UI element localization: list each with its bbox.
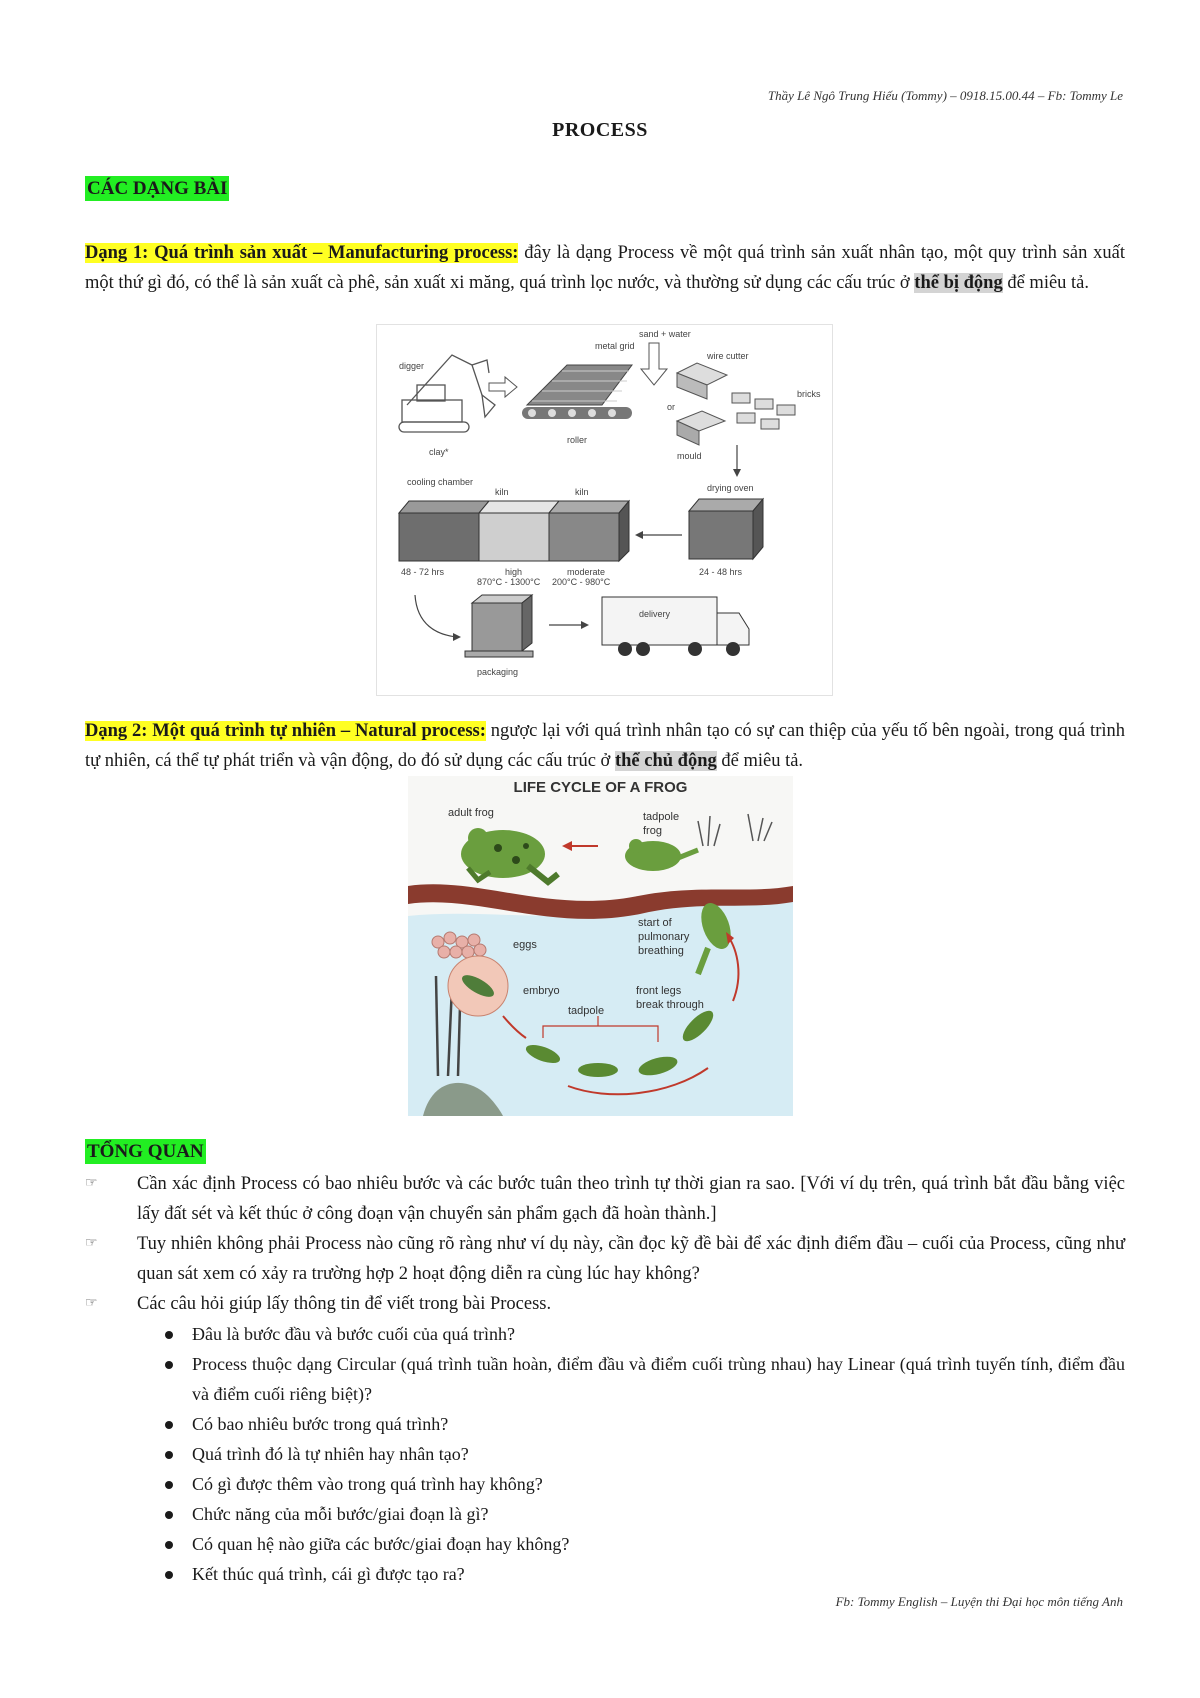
arrowhead-icon [635, 531, 643, 539]
frog-life-cycle-diagram [408, 776, 793, 1116]
frog-figure-title: LIFE CYCLE OF A FROG [513, 779, 688, 796]
bullet-dot-icon [165, 1541, 173, 1549]
bullet-dot-icon [165, 1511, 173, 1519]
label-moderate-temp: 200°C - 980°C [552, 577, 611, 587]
label-kiln-1: kiln [495, 487, 509, 497]
label-high: high [505, 567, 523, 577]
type2-text-a: ngược lại với quá trình nhân tạo có sự can thiệp của yếu tố bên ngoài, trong quá trình tự nhiên, cá thể tự phát triển và vận động, do đó sử dụng các cấu trúc ở [85, 721, 1125, 771]
label-high-temp: 870°C - 1300°C [477, 577, 541, 587]
question-text: Có quan hệ nào giữa các bước/giai đoạn hay không? [192, 1534, 570, 1554]
pointing-hand-icon: ☞ [85, 1176, 98, 1191]
question-item [165, 1349, 1125, 1409]
question-text: Đâu là bước đầu và bước cuối của quá trình? [192, 1324, 515, 1344]
question-item [165, 1499, 1125, 1529]
type2-label: Dạng 2: Một quá trình tự nhiên – Natural process: [85, 721, 486, 741]
pointing-hand-icon: ☞ [85, 1296, 98, 1311]
question-text: Chức năng của mỗi bước/giai đoạn là gì? [192, 1504, 489, 1524]
label-eggs: eggs [513, 939, 537, 951]
delivery-truck-illustration [602, 597, 749, 656]
label-digger: digger [399, 361, 425, 371]
overview-bullet-3-text: Các câu hỏi giúp lấy thông tin để viết trong bài Process. [137, 1294, 552, 1314]
bullet-dot-icon [165, 1421, 173, 1429]
label-moderate: moderate [567, 567, 606, 577]
type1-text-a: đây là dạng Process về một quá trình sản xuất nhân tạo, một quy trình sản xuất một thứ gì đó, có thể là sản xuất cà phê, sản xuất xi măng, quá trình lọc nước, và thường sử dụng các cấu trúc ở [85, 243, 1125, 293]
label-sand-water: sand + water [639, 329, 691, 339]
label-bricks: bricks [797, 389, 821, 399]
label-delivery: delivery [639, 609, 671, 619]
section-heading-overview-label: TỔNG QUAN [87, 1141, 204, 1162]
label-adult-frog: adult frog [448, 807, 494, 819]
question-item [165, 1529, 1125, 1559]
label-roller: roller [567, 435, 588, 445]
arrow-icon [489, 377, 517, 397]
question-text: Có bao nhiêu bước trong quá trình? [192, 1414, 449, 1434]
packaging-illustration [465, 595, 533, 657]
label-tadpole-frog-line2: frog [643, 825, 662, 837]
label-pulmonary-line2: pulmonary [638, 931, 690, 943]
frog-life-cycle-figure [408, 776, 793, 1116]
overview-bullet-2-text: Tuy nhiên không phải Process nào cũng rõ ràng như ví dụ này, cần đọc kỹ đề bài để xác định điểm đầu – cuối của Process, cũng như quan sát xem có xảy ra trường hợp 2 hoạt động diễn ra cùng lúc hay không? [137, 1234, 1125, 1284]
manufacturing-process-figure [376, 324, 833, 696]
section-heading-types-label: CÁC DẠNG BÀI [87, 178, 228, 199]
type2-paragraph [85, 716, 1125, 776]
type1-label: Dạng 1: Quá trình sản xuất – Manufacturing process: [85, 243, 519, 263]
section-heading-types [85, 178, 229, 200]
pointing-hand-icon: ☞ [85, 1236, 98, 1251]
type1-paragraph [85, 238, 1125, 298]
label-clay: clay* [429, 447, 449, 457]
type2-text-b: để miêu tả. [716, 751, 804, 771]
manufacturing-process-diagram [377, 325, 832, 695]
bullet-dot-icon [165, 1331, 173, 1339]
overview-bullet-1 [85, 1169, 1125, 1229]
overview-bullet-3 [85, 1289, 1125, 1319]
header-credit: Thầy Lê Ngô Trung Hiếu (Tommy) – 0918.15.00.44 – Fb: Tommy Le [767, 88, 1123, 103]
label-48-72-hrs: 48 - 72 hrs [401, 567, 445, 577]
overview-bullet-1-text: Cần xác định Process có bao nhiêu bước và các bước tuân theo trình tự thời gian ra sao. [Với ví dụ trên, quá trình bắt đầu bằng việc lấy đất sét và kết thúc ở công đoạn vận chuyển sản phẩm gạch đã hoàn thành.] [137, 1174, 1125, 1224]
label-pulmonary-line1: start of [638, 917, 672, 929]
bullet-dot-icon [165, 1571, 173, 1579]
bullet-dot-icon [165, 1361, 173, 1369]
type2-emphasis: thể chủ động [614, 751, 717, 771]
footer-credit: Fb: Tommy English – Luyện thi Đại học môn tiếng Anh [835, 1594, 1123, 1609]
label-embryo: embryo [523, 985, 560, 997]
question-text: Kết thúc quá trình, cái gì được tạo ra? [192, 1564, 465, 1584]
question-item [165, 1409, 1125, 1439]
bullet-dot-icon [165, 1451, 173, 1459]
label-front-legs-line1: front legs [636, 985, 682, 997]
question-text: Process thuộc dạng Circular (quá trình tuần hoàn, điểm đầu và điểm cuối trùng nhau) hay Linear (quá trình tuyến tính, điểm đầu và điểm cuối riêng biệt)? [192, 1354, 1125, 1404]
metal-grid-illustration [522, 365, 632, 419]
section-heading-overview [85, 1141, 206, 1163]
label-tadpole-frog-line1: tadpole [643, 811, 680, 823]
question-item [165, 1559, 1125, 1589]
wire-cutter-illustration [677, 363, 795, 445]
overview-bullet-2 [85, 1229, 1125, 1289]
question-text: Có gì được thêm vào trong quá trình hay không? [192, 1474, 543, 1494]
label-wire-cutter: wire cutter [707, 351, 749, 361]
label-packaging: packaging [477, 667, 519, 677]
arrowhead-icon [453, 633, 461, 641]
down-arrow-icon [641, 343, 667, 385]
label-pulmonary-line3: breathing [638, 945, 684, 957]
label-cooling-chamber: cooling chamber [407, 477, 474, 487]
type1-text-b: để miêu tả. [1002, 273, 1090, 293]
bullet-dot-icon [165, 1481, 173, 1489]
question-item [165, 1439, 1125, 1469]
question-text: Quá trình đó là tự nhiên hay nhân tạo? [192, 1444, 469, 1464]
arrow-to-packaging [415, 595, 457, 637]
drying-oven-illustration [689, 499, 763, 559]
label-mould: mould [677, 451, 702, 461]
page-title: PROCESS [552, 119, 648, 141]
question-item [165, 1319, 1125, 1349]
kilns-illustration [399, 501, 629, 561]
label-or: or [667, 402, 676, 412]
question-item [165, 1469, 1125, 1499]
arrowhead-icon [733, 469, 741, 477]
arrowhead-icon [581, 621, 589, 629]
label-drying-oven: drying oven [707, 483, 754, 493]
label-24-48-hrs: 24 - 48 hrs [699, 567, 743, 577]
label-kiln-2: kiln [575, 487, 589, 497]
label-front-legs-line2: break through [636, 999, 704, 1011]
label-tadpole: tadpole [568, 1005, 605, 1017]
label-metal-grid: metal grid [595, 341, 635, 351]
type1-emphasis: thể bị động [914, 273, 1003, 293]
